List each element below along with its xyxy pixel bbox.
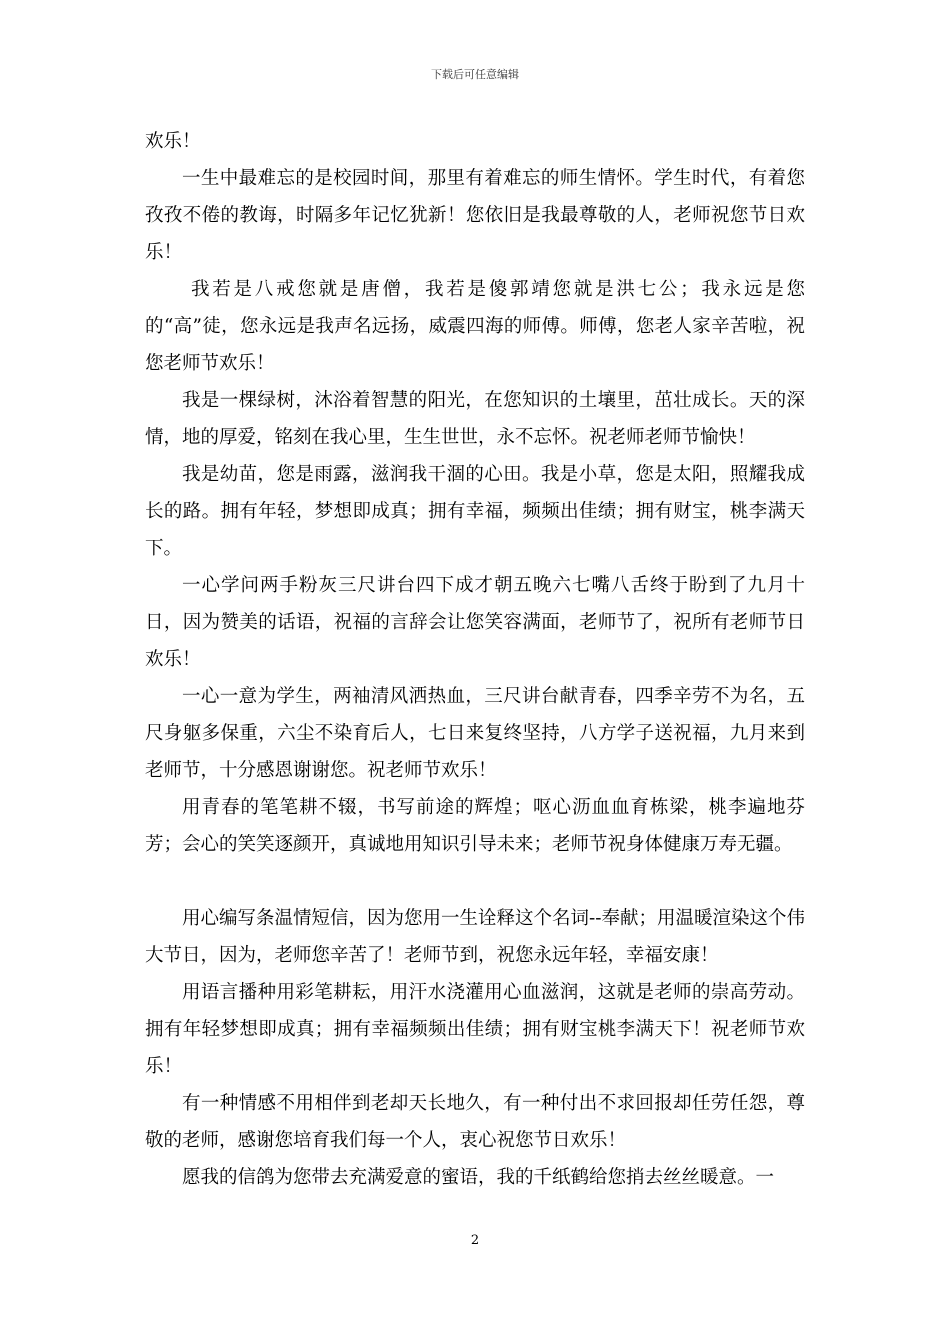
paragraph-12: 愿我的信鸽为您带去充满爱意的蜜语，我的千纸鹤给您捎去丝丝暖意。一 (182, 1167, 775, 1188)
paragraph-7: 一心一意为学生，两袖清风洒热血，三尺讲台献青春，四季辛劳不为名，五尺身躯多保重，六尘不染育后人，七日来复终坚持，八方学子送祝福，九月来到老师节，十分感恩谢谢您。祝老师节欢乐！ (145, 686, 805, 781)
paragraph-8: 用青春的笔笔耕不辍，书写前途的辉煌；呕心沥血血育栋梁，桃李遍地芬芳；会心的笑笑逐颜开，真诚地用知识引导未来；老师节祝身体健康万寿无疆。 (145, 797, 805, 855)
page-header-note: 下载后可任意编辑 (431, 68, 519, 81)
paragraph-11: 有一种情感不用相伴到老却天长地久，有一种付出不求回报却任劳任怨，尊敬的老师，感谢您培育我们每一个人，衷心祝您节日欢乐！ (145, 1093, 805, 1151)
paragraph-5: 我是幼苗，您是雨露，滋润我干涸的心田。我是小草，您是太阳，照耀我成长的路。拥有年轻，梦想即成真；拥有幸福，频频出佳绩；拥有财宝，桃李满天下。 (145, 464, 805, 559)
paragraph-9: 用心编写条温情短信，因为您用一生诠释这个名词--奉献；用温暖渲染这个伟大节日，因为，老师您辛苦了！老师节到，祝您永远年轻，幸福安康！ (145, 908, 806, 966)
blank-line (145, 863, 805, 900)
paragraph-6: 一心学问两手粉灰三尺讲台四下成才朝五晚六七嘴八舌终于盼到了九月十日，因为赞美的话语，祝福的言辞会让您笑容满面，老师节了，祝所有老师节日欢乐！ (145, 575, 805, 670)
document-body (145, 123, 805, 1196)
paragraph-4: 我是一棵绿树，沐浴着智慧的阳光，在您知识的土壤里，茁壮成长。天的深情，地的厚爱，铭刻在我心里，生生世世，永不忘怀。祝老师老师节愉快！ (145, 390, 805, 448)
paragraph-10: 用语言播种用彩笔耕耘，用汗水浇灌用心血滋润，这就是老师的崇高劳动。拥有年轻梦想即成真；拥有幸福频频出佳绩；拥有财宝桃李满天下！祝老师节欢乐！ (145, 982, 805, 1077)
paragraph-2: 一生中最难忘的是校园时间，那里有着难忘的师生情怀。学生时代，有着您孜孜不倦的教诲，时隔多年记忆犹新！您依旧是我最尊敬的人，老师祝您节日欢乐！ (145, 168, 805, 263)
page-number: 2 (470, 1233, 480, 1248)
paragraph-3: 我若是八戒您就是唐僧，我若是傻郭靖您就是洪七公；我永远是您的“高”徒，您永远是我声名远扬，威震四海的师傅。师傅，您老人家辛苦啦，祝您老师节欢乐！ (145, 279, 805, 374)
paragraph-1: 欢乐！ (145, 131, 201, 152)
